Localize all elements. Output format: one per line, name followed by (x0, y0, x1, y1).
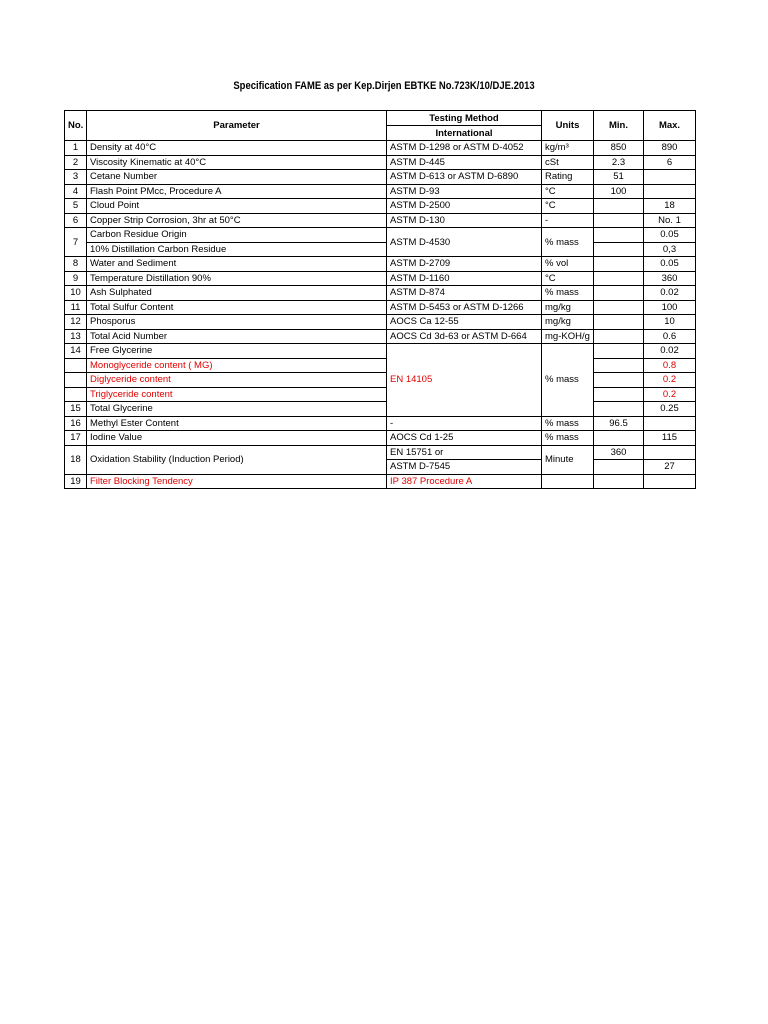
unit-cell: cSt (542, 155, 594, 170)
parameter-cell: Diglyceride content (87, 373, 387, 388)
method-cell: EN 15751 or (387, 445, 542, 460)
parameter-cell: Free Glycerine (87, 344, 387, 359)
min-cell (594, 474, 644, 489)
parameter-cell: Copper Strip Corrosion, 3hr at 50°C (87, 213, 387, 228)
unit-cell: Rating (542, 170, 594, 185)
row-number: 16 (65, 416, 87, 431)
max-cell: 115 (644, 431, 696, 446)
table-row (65, 373, 696, 388)
unit-cell: % mass (542, 431, 594, 446)
min-cell (594, 460, 644, 475)
fame-spec-table (64, 110, 696, 489)
method-cell: ASTM D-2709 (387, 257, 542, 272)
method-cell: ASTM D-445 (387, 155, 542, 170)
max-cell: 27 (644, 460, 696, 475)
method-cell: ASTM D-874 (387, 286, 542, 301)
row-number: 8 (65, 257, 87, 272)
parameter-cell: Methyl Ester Content (87, 416, 387, 431)
method-cell: AOCS Cd 1-25 (387, 431, 542, 446)
row-number: 18 (65, 445, 87, 474)
max-cell: 10 (644, 315, 696, 330)
min-cell (594, 344, 644, 359)
unit-cell: mg/kg (542, 300, 594, 315)
method-cell: ASTM D-1160 (387, 271, 542, 286)
row-number (65, 387, 87, 402)
table-row (65, 416, 696, 431)
parameter-cell: Density at 40°C (87, 141, 387, 156)
max-cell: 0.2 (644, 373, 696, 388)
min-cell (594, 358, 644, 373)
parameter-cell: Filter Blocking Tendency (87, 474, 387, 489)
method-cell: EN 14105 (387, 344, 542, 417)
parameter-cell: Carbon Residue Origin (87, 228, 387, 243)
method-cell: ASTM D-5453 or ASTM D-1266 (387, 300, 542, 315)
row-number: 6 (65, 213, 87, 228)
row-number: 7 (65, 228, 87, 257)
min-cell: 100 (594, 184, 644, 199)
min-cell (594, 373, 644, 388)
parameter-cell: Phosporus (87, 315, 387, 330)
table-row (65, 358, 696, 373)
header-parameter: Parameter (87, 111, 387, 141)
row-number: 13 (65, 329, 87, 344)
table-row (65, 474, 696, 489)
table-row (65, 228, 696, 243)
row-number: 9 (65, 271, 87, 286)
min-cell (594, 286, 644, 301)
parameter-cell: Oxidation Stability (Induction Period) (87, 445, 387, 474)
header-units: Units (542, 111, 594, 141)
parameter-cell: Viscosity Kinematic at 40°C (87, 155, 387, 170)
unit-cell: mg/kg (542, 315, 594, 330)
parameter-cell: Cetane Number (87, 170, 387, 185)
header-international: International (387, 126, 542, 141)
table-row (65, 344, 696, 359)
min-cell: 360 (594, 445, 644, 460)
max-cell (644, 184, 696, 199)
row-number: 5 (65, 199, 87, 214)
max-cell: No. 1 (644, 213, 696, 228)
unit-cell (542, 474, 594, 489)
row-number (65, 373, 87, 388)
max-cell: 890 (644, 141, 696, 156)
method-cell: ASTM D-613 or ASTM D-6890 (387, 170, 542, 185)
parameter-cell: Total Sulfur Content (87, 300, 387, 315)
table-row (65, 329, 696, 344)
max-cell: 100 (644, 300, 696, 315)
min-cell: 51 (594, 170, 644, 185)
unit-cell: °C (542, 199, 594, 214)
document-title: Specification FAME as per Kep.Dirjen EBTKE No.723K/10/DJE.2013 (233, 80, 535, 92)
unit-cell: - (542, 213, 594, 228)
row-number: 3 (65, 170, 87, 185)
parameter-cell: Flash Point PMcc, Procedure A (87, 184, 387, 199)
table-row (65, 213, 696, 228)
min-cell (594, 402, 644, 417)
table-row (65, 242, 696, 257)
parameter-cell: Triglyceride content (87, 387, 387, 402)
table-row (65, 199, 696, 214)
max-cell: 0.05 (644, 228, 696, 243)
table-row (65, 445, 696, 460)
min-cell (594, 315, 644, 330)
min-cell (594, 228, 644, 243)
min-cell (594, 242, 644, 257)
table-row (65, 315, 696, 330)
header-min: Min. (594, 111, 644, 141)
parameter-cell: 10% Distillation Carbon Residue (87, 242, 387, 257)
method-cell: ASTM D-93 (387, 184, 542, 199)
parameter-cell: Ash Sulphated (87, 286, 387, 301)
min-cell (594, 329, 644, 344)
min-cell (594, 213, 644, 228)
parameter-cell: Total Glycerine (87, 402, 387, 417)
row-number: 2 (65, 155, 87, 170)
table-row (65, 271, 696, 286)
min-cell (594, 271, 644, 286)
unit-cell: % vol (542, 257, 594, 272)
unit-cell: kg/m³ (542, 141, 594, 156)
max-cell: 0,3 (644, 242, 696, 257)
max-cell: 0.02 (644, 344, 696, 359)
unit-cell: % mass (542, 286, 594, 301)
method-cell: AOCS Cd 3d-63 or ASTM D-664 (387, 329, 542, 344)
table-row (65, 431, 696, 446)
max-cell: 0.05 (644, 257, 696, 272)
header-max: Max. (644, 111, 696, 141)
table-row (65, 300, 696, 315)
table-row (65, 286, 696, 301)
max-cell: 0.2 (644, 387, 696, 402)
method-cell: ASTM D-1298 or ASTM D-4052 (387, 141, 542, 156)
row-number: 15 (65, 402, 87, 417)
method-cell: ASTM D-2500 (387, 199, 542, 214)
row-number: 10 (65, 286, 87, 301)
parameter-cell: Water and Sediment (87, 257, 387, 272)
method-cell: AOCS Ca 12-55 (387, 315, 542, 330)
header-testing-method: Testing Method (387, 111, 542, 126)
max-cell: 18 (644, 199, 696, 214)
row-number: 11 (65, 300, 87, 315)
method-cell: ASTM D-130 (387, 213, 542, 228)
method-cell: IP 387 Procedure A (387, 474, 542, 489)
row-number (65, 358, 87, 373)
min-cell (594, 199, 644, 214)
min-cell (594, 431, 644, 446)
max-cell: 360 (644, 271, 696, 286)
unit-cell: % mass (542, 344, 594, 417)
table-row (65, 387, 696, 402)
min-cell: 850 (594, 141, 644, 156)
max-cell: 6 (644, 155, 696, 170)
table-row (65, 155, 696, 170)
unit-cell: Minute (542, 445, 594, 474)
method-cell: ASTM D-7545 (387, 460, 542, 475)
max-cell (644, 445, 696, 460)
min-cell (594, 257, 644, 272)
table-row (65, 170, 696, 185)
method-cell: - (387, 416, 542, 431)
row-number: 1 (65, 141, 87, 156)
row-number: 12 (65, 315, 87, 330)
max-cell: 0.8 (644, 358, 696, 373)
table-row (65, 257, 696, 272)
table-row (65, 184, 696, 199)
unit-cell: % mass (542, 228, 594, 257)
row-number: 19 (65, 474, 87, 489)
max-cell (644, 474, 696, 489)
table-header-row (65, 111, 696, 126)
row-number: 17 (65, 431, 87, 446)
unit-cell: % mass (542, 416, 594, 431)
method-cell: ASTM D-4530 (387, 228, 542, 257)
max-cell (644, 170, 696, 185)
max-cell (644, 416, 696, 431)
min-cell: 96.5 (594, 416, 644, 431)
min-cell: 2.3 (594, 155, 644, 170)
table-row (65, 141, 696, 156)
row-number: 4 (65, 184, 87, 199)
table-row (65, 402, 696, 417)
max-cell: 0.02 (644, 286, 696, 301)
header-no: No. (65, 111, 87, 141)
unit-cell: mg-KOH/g (542, 329, 594, 344)
unit-cell: °C (542, 271, 594, 286)
max-cell: 0.6 (644, 329, 696, 344)
min-cell (594, 300, 644, 315)
parameter-cell: Total Acid Number (87, 329, 387, 344)
parameter-cell: Cloud Point (87, 199, 387, 214)
parameter-cell: Temperature Distillation 90% (87, 271, 387, 286)
min-cell (594, 387, 644, 402)
row-number: 14 (65, 344, 87, 359)
parameter-cell: Monoglyceride content ( MG) (87, 358, 387, 373)
parameter-cell: Iodine Value (87, 431, 387, 446)
max-cell: 0.25 (644, 402, 696, 417)
unit-cell: °C (542, 184, 594, 199)
